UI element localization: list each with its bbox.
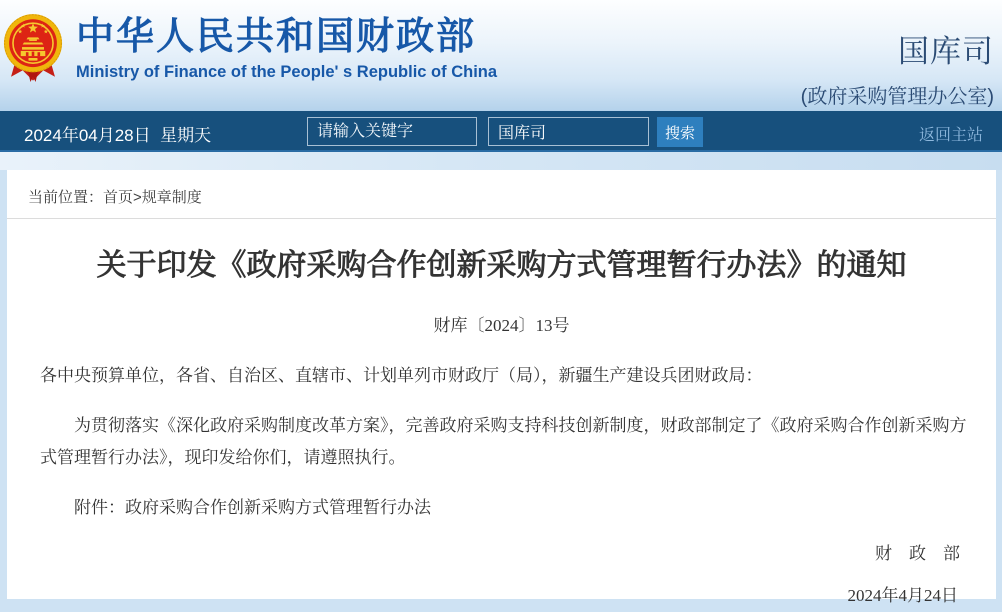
body-paragraph: 为贯彻落实《深化政府采购制度改革方案》，完善政府采购支持科技创新制度，财政部制定了《政府采购合作创新采购方式管理暂行办法》，现印发给你们，请遵照执行。 <box>40 416 967 467</box>
breadcrumb-separator: > <box>133 189 142 206</box>
return-home-link[interactable]: 返回主站 <box>918 127 983 144</box>
brand-text <box>76 8 497 82</box>
site-subtitle-en: Ministry of Finance of the People' s Republic of China <box>76 62 498 81</box>
site-header <box>0 0 1002 111</box>
breadcrumb-label: 当前位置： <box>28 189 104 206</box>
salutation-paragraph: 各中央预算单位，各省、自治区、直辖市、计划单列市财政厅（局），新疆生产建设兵团财政局： <box>40 366 763 385</box>
content-panel <box>7 170 996 605</box>
site-title: 中华人民共和国财政部 <box>76 16 477 58</box>
department-block <box>801 0 1002 109</box>
brand-block <box>0 0 497 88</box>
search-input[interactable] <box>307 117 477 146</box>
department-subtitle: (政府采购管理办公室) <box>800 86 994 108</box>
national-emblem-icon <box>2 10 64 88</box>
category-input[interactable] <box>488 117 649 146</box>
header-bottom-band <box>0 152 1002 170</box>
breadcrumb-home-link[interactable]: 首页 <box>103 189 134 206</box>
breadcrumb <box>28 186 996 207</box>
document-date: 2024年4月24日 <box>847 586 958 605</box>
issuer-signature: 财 政 部 <box>875 544 960 563</box>
attachment-line: 附件：政府采购合作创新采购方式管理暂行办法 <box>74 498 431 517</box>
document-title: 关于印发《政府采购合作创新采购方式管理暂行办法》的通知 <box>96 249 907 282</box>
breadcrumb-section-link[interactable]: 规章制度 <box>141 189 202 206</box>
navbar <box>0 111 1002 152</box>
current-date: 2024年04月28日 星期天 <box>24 126 212 145</box>
department-title: 国库司 <box>898 34 994 69</box>
breadcrumb-divider <box>7 218 996 219</box>
notice-document <box>7 245 996 612</box>
search-button[interactable]: 搜索 <box>657 117 703 147</box>
document-number: 财库〔2024〕13号 <box>433 316 570 335</box>
